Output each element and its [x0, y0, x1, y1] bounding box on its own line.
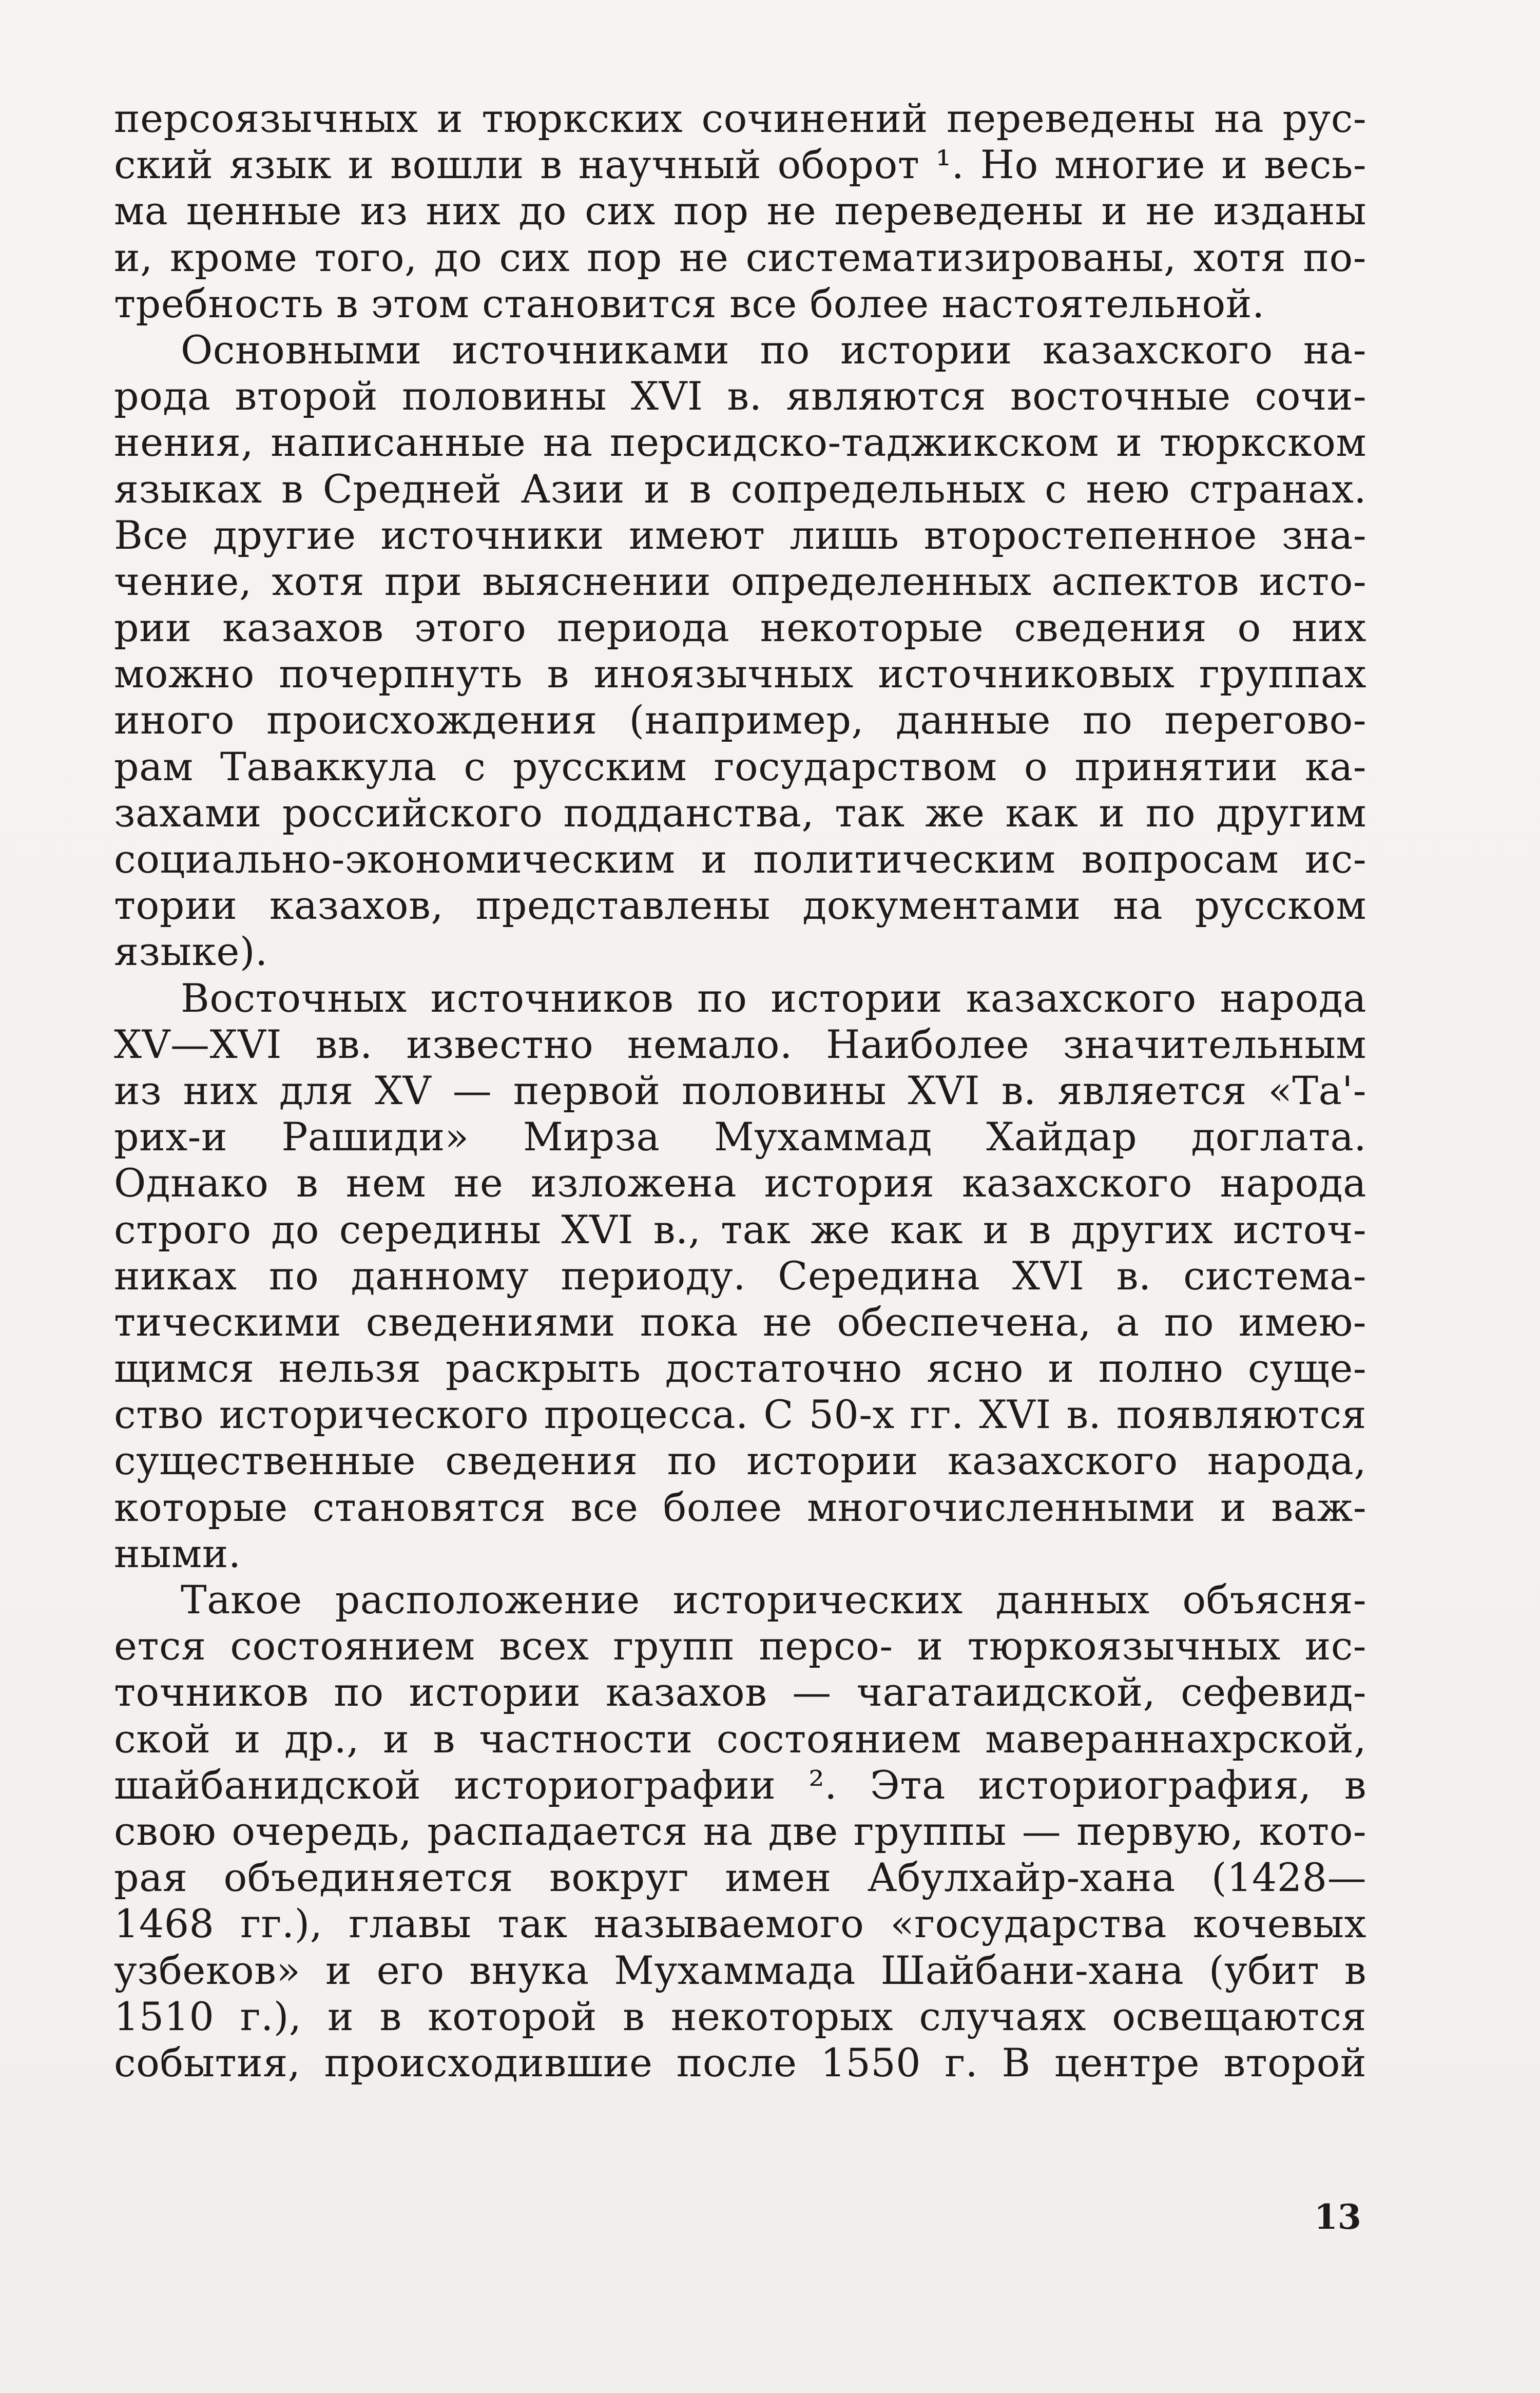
text-line: персоязычных и тюркских сочинений переведены на рус- — [114, 95, 1366, 141]
text-line: которые становятся все более многочисленными и важ- — [114, 1484, 1366, 1530]
text-line: рих-и Рашиди» Мирза Мухаммад Хайдар доглата. — [114, 1114, 1366, 1160]
text-line: никах по данному периоду. Середина XVI в. система- — [114, 1252, 1366, 1299]
text-line: и, кроме того, до сих пор не систематизированы, хотя по- — [114, 234, 1366, 280]
text-line: языке). — [114, 929, 268, 975]
text-line: ется состоянием всех групп персо- и тюркоязычных ис- — [114, 1623, 1366, 1669]
text-line: 1468 гг.), главы так называемого «государства кочевых — [114, 1901, 1366, 1947]
text-line: чение, хотя при выяснении определенных аспектов исто- — [114, 558, 1366, 604]
text-line: XV—XVI вв. известно немало. Наиболее значительным — [114, 1021, 1366, 1067]
text-line: точников по истории казахов — чагатаидской, сефевид- — [114, 1669, 1366, 1715]
text-line: требность в этом становится все более настоятельной. — [114, 280, 1265, 326]
text-line: иного происхождения (например, данные по перегово- — [114, 697, 1366, 743]
text-line: рая объединяется вокруг имен Абулхайр-хана (1428— — [114, 1855, 1366, 1901]
text-line: захами российского подданства, так же как и по другим — [114, 789, 1366, 836]
text-line: Однако в нем не изложена история казахского народа — [114, 1160, 1366, 1206]
text-line: существенные сведения по истории казахского народа, — [114, 1438, 1366, 1484]
text-line: тическими сведениями пока не обеспечена, а по имею- — [114, 1299, 1366, 1345]
text-line: ство исторического процесса. С 50-х гг. XVI в. появляются — [114, 1392, 1366, 1438]
text-line: ными. — [114, 1530, 241, 1576]
text-line: рода второй половины XVI в. являются восточные сочи- — [114, 373, 1366, 419]
text-line: рии казахов этого периода некоторые сведения о них — [114, 605, 1366, 651]
text-line: тории казахов, представлены документами на русском — [114, 882, 1366, 929]
text-line: из них для XV — первой половины XVI в. является «Та'- — [114, 1067, 1366, 1113]
body-text — [114, 95, 1366, 2086]
text-line: социально-экономическим и политическим вопросам ис- — [114, 836, 1366, 882]
text-line: ской и др., и в частности состоянием мавераннахрской, — [114, 1715, 1366, 1762]
text-line: события, происходившие после 1550 г. В центре второй — [114, 2039, 1366, 2086]
text-line: нения, написанные на персидско-таджикском и тюркском — [114, 419, 1366, 466]
text-line: шайбанидской историографии ². Эта историография, в — [114, 1762, 1366, 1808]
text-line: строго до середины XVI в., так же как и в других источ- — [114, 1206, 1366, 1252]
text-line: языках в Средней Азии и в сопредельных с нею странах. — [114, 466, 1366, 512]
text-line: Все другие источники имеют лишь второстепенное зна- — [114, 512, 1366, 558]
text-line: щимся нельзя раскрыть достаточно ясно и полно суще- — [114, 1345, 1366, 1392]
text-line: Восточных источников по истории казахского народа — [181, 975, 1366, 1021]
text-line: ма ценные из них до сих пор не переведены и не изданы — [114, 188, 1366, 234]
text-line: 1510 г.), и в которой в некоторых случаях освещаются — [114, 1993, 1366, 2039]
text-line: можно почерпнуть в иноязычных источниковых группах — [114, 651, 1366, 697]
text-line: узбеков» и его внука Мухаммада Шайбани-хана (убит в — [114, 1947, 1366, 1993]
text-line: свою очередь, распадается на две группы — первую, кото- — [114, 1808, 1366, 1854]
page-number: 13 — [1314, 2197, 1361, 2237]
text-line: Такое расположение исторических данных объясня- — [181, 1577, 1366, 1623]
text-line: Основными источниками по истории казахского на- — [181, 326, 1366, 373]
text-line: ский язык и вошли в научный оборот ¹. Но многие и весь- — [114, 142, 1366, 188]
text-line: рам Таваккула с русским государством о принятии ка- — [114, 743, 1366, 789]
